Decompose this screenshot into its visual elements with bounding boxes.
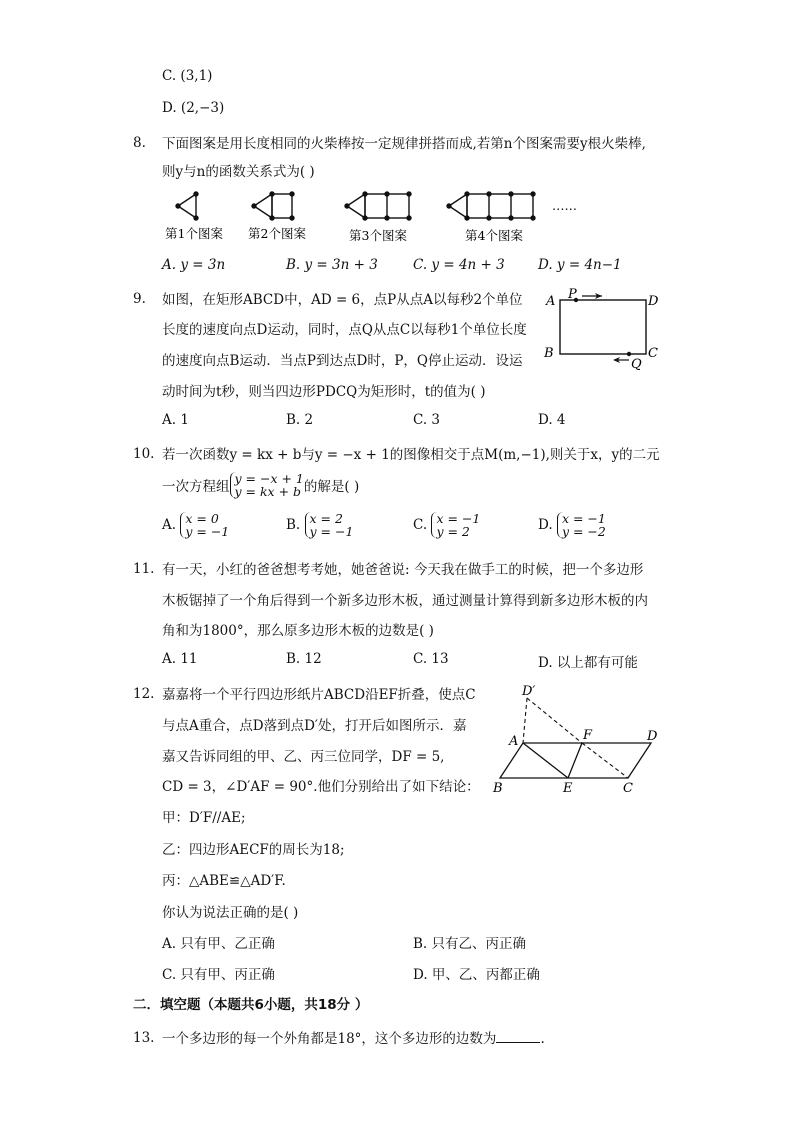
label-Dprime: D′ (522, 684, 536, 699)
q12-question: 你认为说法正确的是( ) (162, 905, 299, 921)
q9-option-d: D. 4 (538, 412, 566, 428)
figure-caption-2: 第2个图案 (248, 226, 306, 241)
q13-text: 一个多边形的每一个外角都是18°，这个多边形的边数为 (162, 1031, 497, 1047)
q8-option-c: C. y = 4n + 3 (413, 257, 505, 273)
q8-stem-line2: 则y与n的函数关系式为( ) (162, 164, 315, 180)
pattern-2 (252, 192, 294, 220)
q12-number: 12. (133, 686, 155, 702)
option-top: x = 0 (185, 511, 219, 526)
option-top: x = 2 (309, 511, 343, 526)
q9-number: 9. (133, 291, 146, 307)
section-title-fill-in: 二．填空题（本题共6小题，共18分 ） (133, 997, 369, 1013)
q9-option-c: C. 3 (413, 412, 441, 428)
q11-option-d: D. 以上都有可能 (538, 655, 638, 671)
q10-option-c (413, 512, 480, 538)
q13-answer-blank[interactable] (496, 1030, 540, 1043)
option-bottom: y = −1 (185, 524, 230, 539)
option-bottom: y = 2 (436, 524, 470, 539)
q9-stem-line2: 长度的速度向点D运动，同时，点Q从点C以每秒1个单位长度 (162, 322, 527, 338)
ellipsis: …… (552, 198, 577, 213)
sys-eq-top: y = −x + 1 (234, 471, 304, 486)
option-bottom: y = −1 (309, 524, 354, 539)
q9-stem-line1: 如图，在矩形ABCD中，AD = 6，点P从点A以每秒2个单位 (162, 292, 523, 308)
q9-stem-line4: 动时间为t秒，则当四边形PDCQ为矩形时，t的值为( ) (162, 384, 486, 400)
label-Q: Q (631, 357, 642, 372)
q11-number: 11. (133, 561, 155, 577)
q9-rectangle-figure (540, 284, 665, 372)
q13-stem (162, 1027, 545, 1047)
q13-number: 13. (133, 1030, 155, 1046)
figure-caption-3: 第3个图案 (349, 228, 407, 243)
label-D: D (647, 729, 658, 744)
q10-stem-line2 (162, 472, 359, 498)
label-A: A (546, 294, 556, 309)
option-label: A. (162, 517, 177, 533)
q11-stem-line3: 角和为1800°，那么原多边形木板的边数是( ) (162, 623, 434, 639)
q13-end: . (540, 1031, 545, 1047)
q8-stem-line1: 下面图案是用长度相同的火柴棒按一定规律拼搭而成,若第n个图案需要y根火柴棒, (162, 136, 646, 152)
figure-caption-1: 第1个图案 (165, 226, 223, 241)
q10-line2-suffix: 的解是( ) (303, 479, 360, 495)
q7-option-c: C. (3,1) (162, 68, 213, 84)
q10-number: 10. (133, 446, 155, 462)
option-label: B. (286, 517, 301, 533)
pattern-4 (447, 192, 535, 220)
q12-option-d: D. 甲、乙、丙都正确 (413, 967, 540, 983)
label-C: C (623, 781, 633, 796)
q11-stem-line1: 有一天，小红的爸爸想考考她，她爸爸说: 今天我在做手工的时候，把一个多边形 (162, 562, 644, 578)
figure-caption-4: 第4个图案 (465, 228, 523, 243)
label-B: B (493, 781, 503, 796)
q10-option-d (538, 512, 606, 538)
q12-option-a: A. 只有甲、乙正确 (162, 936, 275, 952)
q10-line2-prefix: 一次方程组 (162, 479, 230, 495)
pattern-1 (176, 192, 198, 220)
option-label: C. (413, 517, 428, 533)
label-P: P (568, 287, 577, 302)
q8-option-b: B. y = 3n + 3 (286, 257, 378, 273)
label-A: A (509, 734, 519, 749)
q11-option-a: A. 11 (162, 651, 198, 667)
q10-option-b (286, 512, 353, 538)
q12-stem-line4: CD = 3，∠D′AF = 90°.他们分别给出了如下结论： (162, 779, 480, 795)
label-E: E (563, 781, 573, 796)
q12-stem-line2: 与点A重合，点D落到点D′处，打开后如图所示．嘉 (162, 718, 467, 734)
q9-option-a: A. 1 (162, 412, 189, 428)
label-C: C (648, 346, 658, 361)
q10-option-a (162, 512, 229, 538)
q11-option-c: C. 13 (413, 651, 449, 667)
option-top: x = −1 (561, 511, 606, 526)
q9-stem-line3: 的速度向点B运动．当点P到达点D时，P，Q停止运动．设运 (162, 353, 523, 369)
label-D: D (648, 294, 659, 309)
sys-eq-bottom: y = kx + b (234, 484, 302, 499)
q12-conclusion-bing: 丙：△ABE≌△AD′F. (162, 873, 286, 889)
q10-equation-system (230, 472, 304, 498)
q8-option-d: D. y = 4n−1 (538, 257, 622, 273)
option-top: x = −1 (436, 511, 481, 526)
q9-option-b: B. 2 (286, 412, 314, 428)
label-B: B (544, 346, 554, 361)
q10-stem-line1: 若一次函数y = kx + b与y = −x + 1的图像相交于点M(m,−1),则关于x，y的二元 (162, 447, 660, 463)
q8-matchstick-figures (160, 186, 600, 246)
q8-option-a: A. y = 3n (162, 257, 226, 273)
q11-stem-line2: 木板锯掉了一个角后得到一个新多边形木板，通过测量计算得到新多边形木板的内 (162, 593, 648, 609)
q12-stem-line3: 嘉又告诉同组的甲、乙、丙三位同学，DF = 5, (162, 749, 445, 765)
label-F: F (583, 728, 593, 743)
q12-stem-line1: 嘉嘉将一个平行四边形纸片ABCD沿EF折叠，使点C (162, 687, 476, 703)
q12-option-b: B. 只有乙、丙正确 (413, 936, 527, 952)
q7-option-d: D. (2,−3) (162, 100, 225, 116)
q11-option-b: B. 12 (286, 651, 322, 667)
q12-conclusion-yi: 乙：四边形AECF的周长为18; (162, 842, 345, 858)
option-label: D. (538, 517, 553, 533)
pattern-3 (345, 192, 411, 220)
q8-number: 8. (133, 135, 146, 151)
q12-conclusion-jia: 甲：D′F//AE; (162, 810, 246, 826)
option-bottom: y = −2 (561, 524, 606, 539)
q12-parallelogram-figure (488, 682, 668, 797)
q12-option-c: C. 只有甲、丙正确 (162, 967, 275, 983)
